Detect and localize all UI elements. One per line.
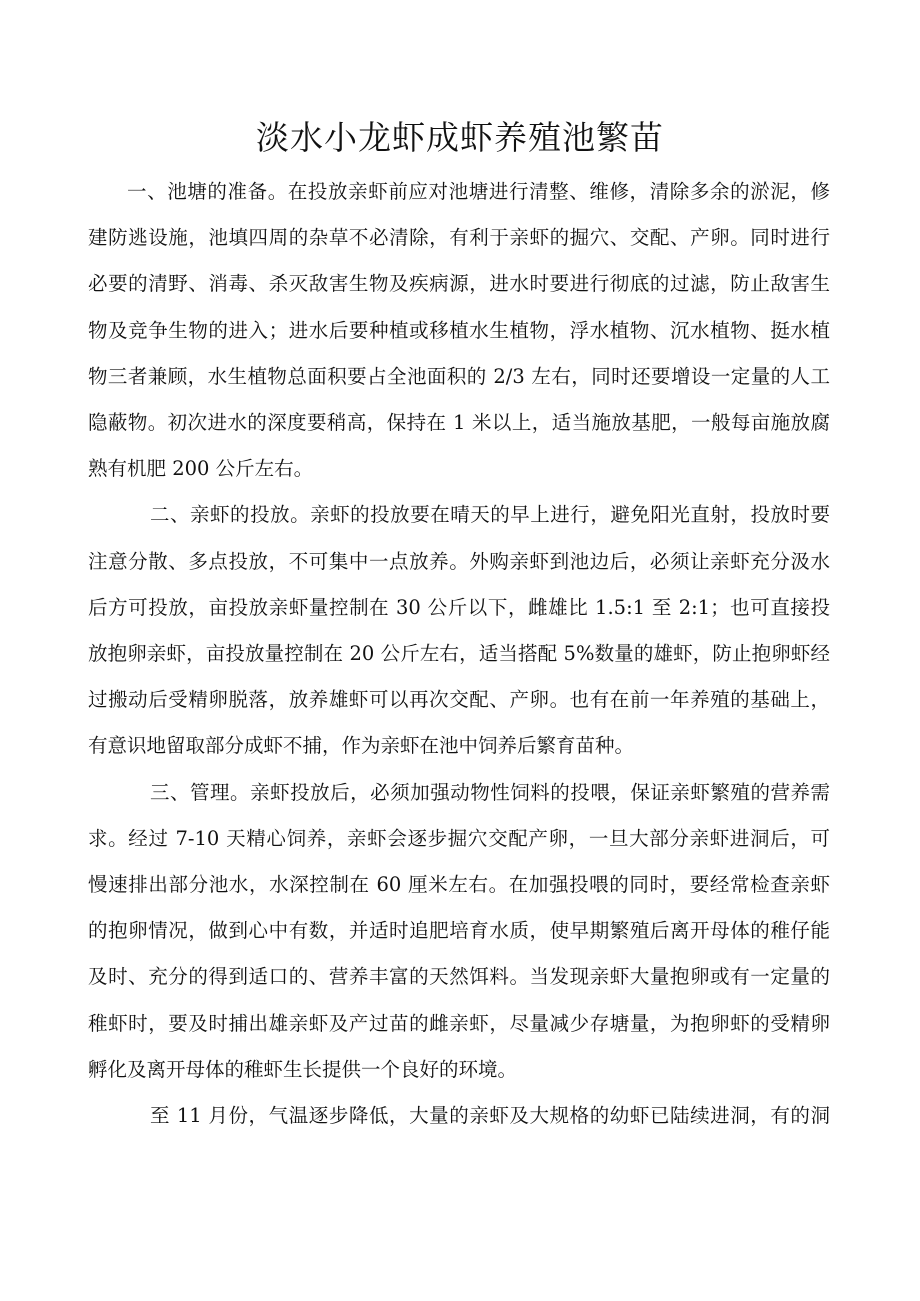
paragraph-management [88, 770, 830, 1093]
text-line: 慢速排出部分池水，水深控制在 60 厘米左右。在加强投喂的同时，要经常检查亲虾 [88, 873, 830, 897]
text-line: 物及竞争生物的进入；进水后要种植或移植水生植物，浮水植物、沉水植物、挺水植 [88, 318, 830, 342]
text-line: 有意识地留取部分成虾不捕，作为亲虾在池中饲养后繁育苗种。 [88, 734, 635, 758]
text-line: 至 11 月份，气温逐步降低，大量的亲虾及大规格的幼虾已陆续进洞，有的洞 [150, 1104, 830, 1128]
paragraph-broodstock-stocking [88, 492, 830, 769]
text-line: 及时、充分的得到适口的、营养丰富的天然饵料。当发现亲虾大量抱卵或有一定量的 [88, 965, 830, 989]
text-line: 放抱卵亲虾，亩投放量控制在 20 公斤左右，适当搭配 5%数量的雄虾，防止抱卵虾经 [88, 642, 830, 666]
text-line: 物三者兼顾，水生植物总面积要占全池面积的 2/3 左右，同时还要增设一定量的人工 [88, 364, 830, 388]
text-line: 必要的清野、消毒、杀灭敌害生物及疾病源，进水时要进行彻底的过滤，防止敌害生 [88, 272, 830, 296]
paragraph-november [88, 1093, 830, 1139]
document-body [88, 169, 830, 1139]
text-line: 熟有机肥 200 公斤左右。 [88, 457, 314, 481]
text-line: 二、亲虾的投放。亲虾的投放要在晴天的早上进行，避免阳光直射，投放时要 [150, 503, 830, 527]
text-line: 后方可投放，亩投放亲虾量控制在 30 公斤以下，雌雄比 1.5:1 至 2:1；也可直接投 [88, 595, 830, 619]
text-line: 的抱卵情况，做到心中有数，并适时追肥培育水质，使早期繁殖后离开母体的稚仔能 [88, 919, 830, 943]
text-line: 孵化及离开母体的稚虾生长提供一个良好的环境。 [88, 1057, 518, 1081]
text-line: 一、池塘的准备。在投放亲虾前应对池塘进行清整、维修，清除多余的淤泥，修 [127, 180, 830, 203]
text-line: 隐蔽物。初次进水的深度要稍高，保持在 1 米以上，适当施放基肥，一般每亩施放腐 [88, 411, 830, 435]
text-line: 注意分散、多点投放，不可集中一点放养。外购亲虾到池边后，必须让亲虾充分汲水 [88, 549, 830, 573]
paragraph-pond-preparation [88, 169, 830, 492]
text-line: 过搬动后受精卵脱落，放养雄虾可以再次交配、产卵。也有在前一年养殖的基础上， [88, 688, 830, 712]
text-line: 求。经过 7-10 天精心饲养，亲虾会逐步掘穴交配产卵，一旦大部分亲虾进洞后，可 [88, 826, 830, 850]
text-line: 建防逃设施，池填四周的杂草不必清除，有利于亲虾的掘穴、交配、产卵。同时进行 [88, 226, 830, 250]
text-line: 三、管理。亲虾投放后，必须加强动物性饲料的投喂，保证亲虾繁殖的营养需 [150, 780, 830, 804]
text-line: 稚虾时，要及时捕出雄亲虾及产过苗的雌亲虾，尽量减少存塘量，为抱卵虾的受精卵 [88, 1011, 830, 1035]
document-title: 淡水小龙虾成虾养殖池繁苗 [256, 118, 664, 157]
